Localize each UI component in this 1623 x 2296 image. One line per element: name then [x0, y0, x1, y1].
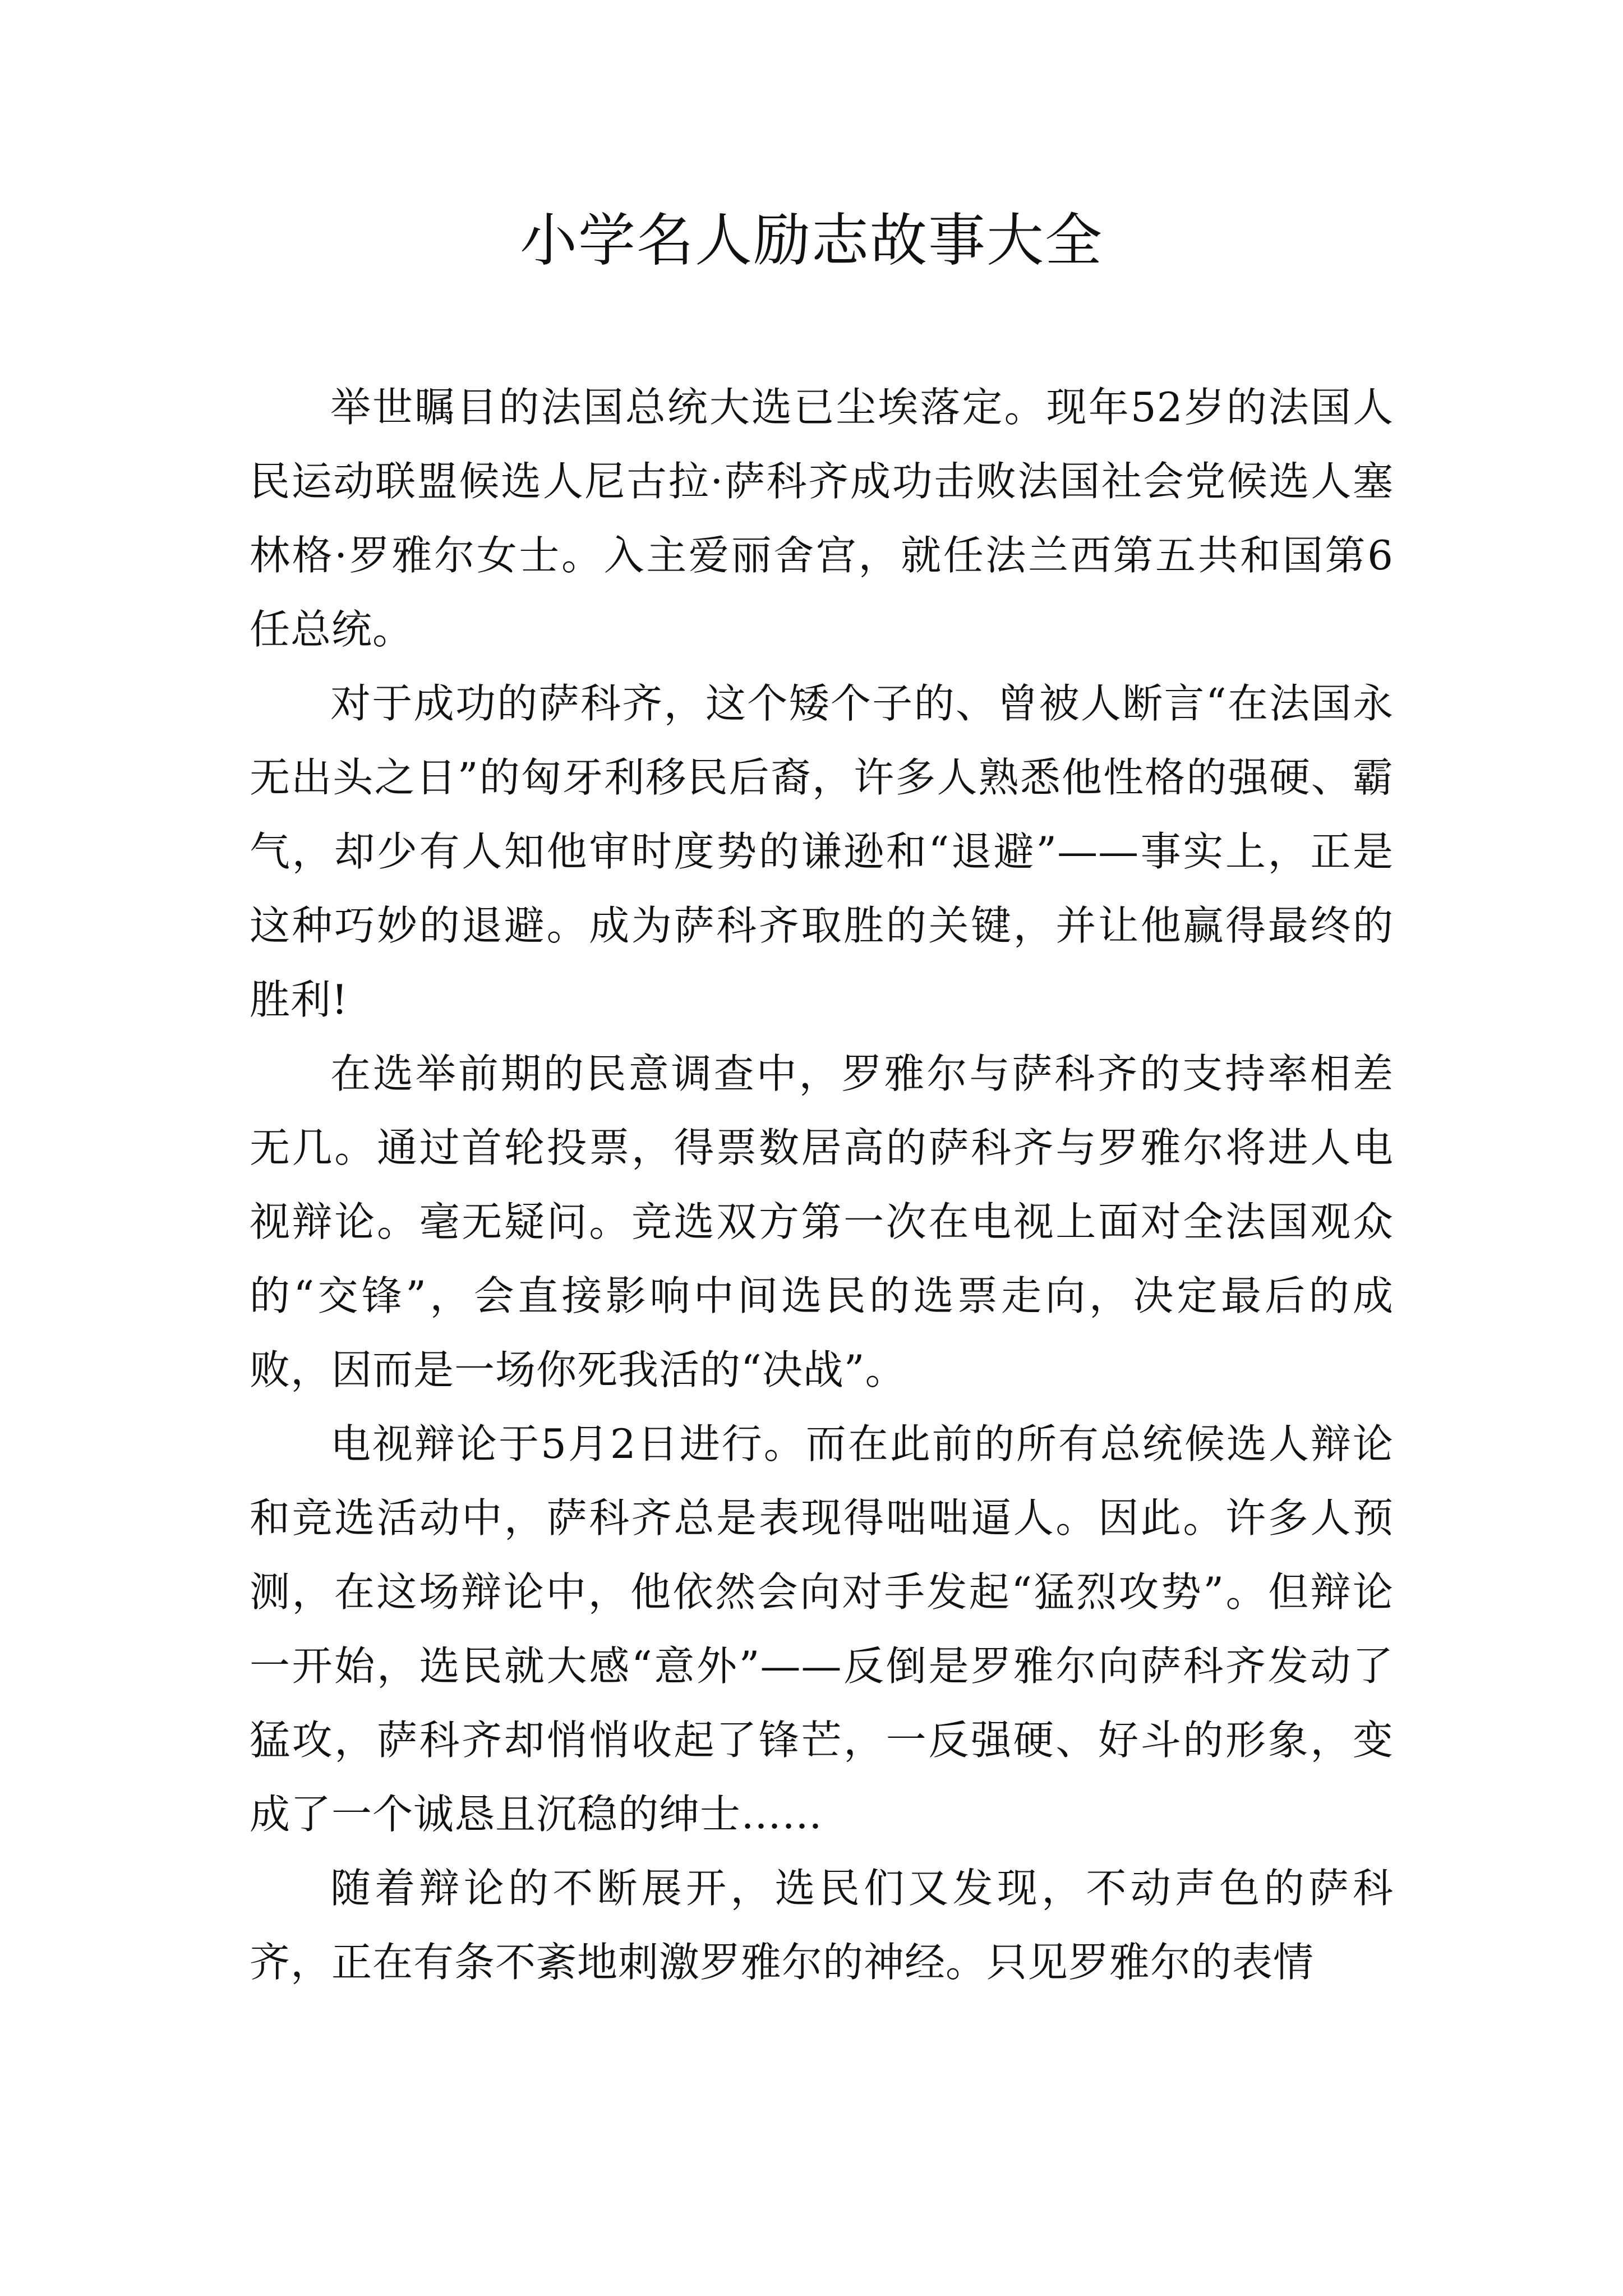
paragraph-5: 随着辩论的不断展开，选民们又发现，不动声色的萨科齐，正在有条不紊地刺激罗雅尔的神经。只见罗雅尔的表情	[250, 1865, 1394, 1986]
paragraph-4: 电视辩论于5月2日进行。而在此前的所有总统候选人辩论和竞选活动中，萨科齐总是表现得咄咄逼人。因此。许多人预测，在这场辩论中，他依然会向对手发起“猛烈攻势”。但辩论一开始，选民就大感“意外”——反倒是罗雅尔向萨科齐发动了猛攻，萨科齐却悄悄收起了锋芒，一反强硬、好斗的形象，变成了一个诚恳且沉稳的绅士……	[250, 1420, 1394, 1838]
paragraph-2: 对于成功的萨科齐，这个矮个子的、曾被人断言“在法国永无出头之日”的匈牙利移民后裔，许多人熟悉他性格的强硬、霸气，却少有人知他审时度势的谦逊和“退避”——事实上，正是这种巧妙的退避。成为萨科齐取胜的关键，并让他赢得最终的胜利!	[250, 680, 1394, 1023]
document-title: 小学名人励志故事大全	[520, 208, 1103, 274]
paragraph-1: 举世瞩目的法国总统大选已尘埃落定。现年52岁的法国人民运动联盟候选人尼古拉·萨科齐成功击败法国社会党候选人塞林格·罗雅尔女士。入主爱丽舍宫，就任法兰西第五共和国第6任总统。	[250, 384, 1394, 653]
document-body	[250, 370, 1394, 1999]
paragraph-3: 在选举前期的民意调查中，罗雅尔与萨科齐的支持率相差无几。通过首轮投票，得票数居高的萨科齐与罗雅尔将进人电视辩论。毫无疑问。竞选双方第一次在电视上面对全法国观众的“交锋”，会直接影响中间选民的选票走向，决定最后的成败，因而是一场你死我活的“决战”。	[250, 1050, 1394, 1393]
